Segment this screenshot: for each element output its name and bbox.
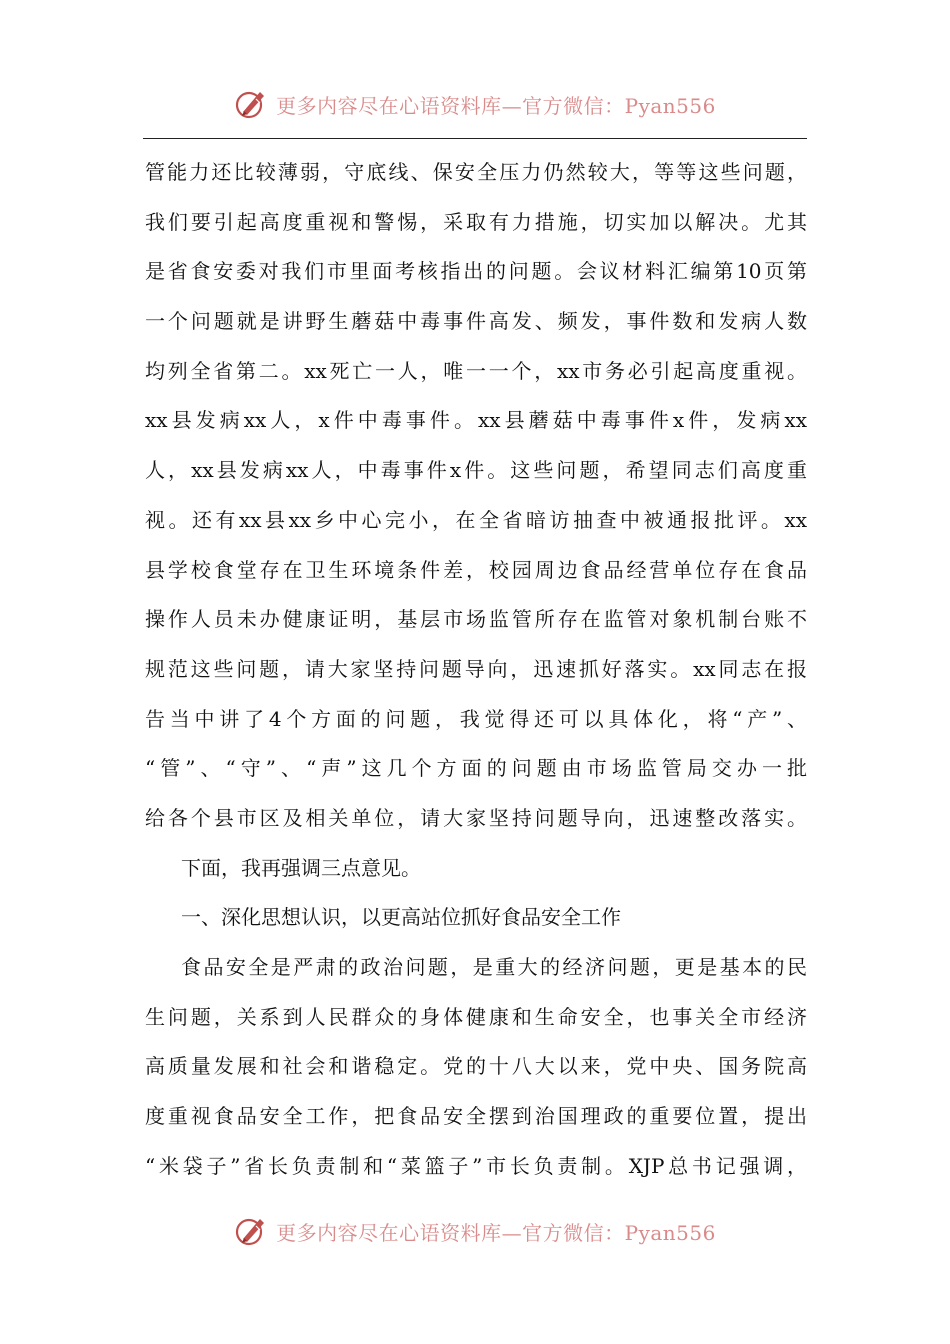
text-line: 人，xx县发病xx人，中毒事件x件。这些问题，希望同志们高度重 [145,458,807,483]
text-line: 给各个县市区及相关单位，请大家坚持问题导向，迅速整改落实。 [145,805,807,830]
pen-nib-logo-icon [234,1213,270,1249]
text-line: 是省食安委对我们市里面考核指出的问题。会议材料汇编第10页第 [145,259,807,284]
header-divider [143,138,807,139]
section-heading: 一、深化思想认识，以更高站位抓好食品安全工作 [181,905,621,930]
text-line: 操作人员未办健康证明，基层市场监管所存在监管对象机制台账不 [145,607,807,632]
footer-banner-text: 更多内容尽在心语资料库—官方微信：Pyan556 [276,1220,716,1245]
text-line: 高质量发展和社会和谐稳定。党的十八大以来，党中央、国务院高 [145,1054,807,1079]
text-line: 告当中讲了4个方面的问题，我觉得还可以具体化，将“产”、 [145,706,807,731]
text-line: 规范这些问题，请大家坚持问题导向，迅速抓好落实。xx同志在报 [145,656,807,681]
text-line: “米袋子”省长负责制和“菜篮子”市长负责制。XJP总书记强调， [145,1153,807,1178]
text-line: 县学校食堂存在卫生环境条件差，校园周边食品经营单位存在食品 [145,557,807,582]
text-line: 均列全省第二。xx死亡一人，唯一一个，xx市务必引起高度重视。 [145,358,807,383]
header-banner-text: 更多内容尽在心语资料库—官方微信：Pyan556 [276,93,716,118]
text-line: 管能力还比较薄弱，守底线、保安全压力仍然较大，等等这些问题， [145,160,807,184]
footer-banner [0,1211,950,1251]
paragraph-first-line: 食品安全是严肃的政治问题，是重大的经济问题，更是基本的民 [181,955,807,979]
text-line: 生问题，关系到人民群众的身体健康和生命安全，也事关全市经济 [145,1004,807,1029]
text-line: 视。还有xx县xx乡中心完小，在全省暗访抽查中被通报批评。xx [145,507,807,532]
header-banner [0,84,950,124]
text-line: xx县发病xx人，x件中毒事件。xx县蘑菇中毒事件x件，发病xx [145,408,807,433]
pen-nib-logo-icon [234,86,270,122]
text-line: “管”、“守”、“声”这几个方面的问题由市场监管局交办一批 [145,756,807,781]
paragraph-line: 下面，我再强调三点意见。 [181,855,421,880]
text-line: 度重视食品安全工作，把食品安全摆到治国理政的重要位置，提出 [145,1104,807,1129]
document-body [145,148,807,1191]
text-line: 一个问题就是讲野生蘑菇中毒事件高发、频发，事件数和发病人数 [145,309,807,334]
text-line: 我们要引起高度重视和警惕，采取有力措施，切实加以解决。尤其 [145,209,807,234]
